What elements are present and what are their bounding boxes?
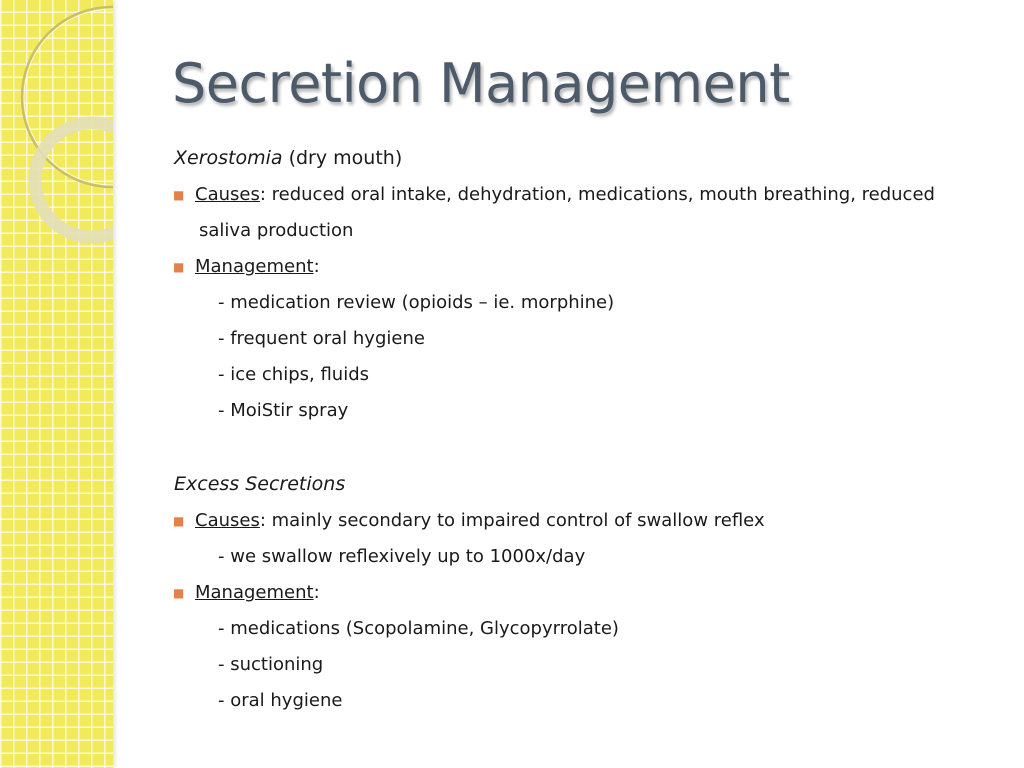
list-item: - oral hygiene [218, 690, 343, 711]
list-item: - suctioning [218, 654, 324, 675]
causes-label: Causes [195, 510, 260, 531]
heading-italic: Excess Secretions [174, 473, 346, 495]
bullet-icon: ■ [173, 188, 185, 202]
bullet-causes [173, 184, 935, 205]
decorative-rings [0, 0, 113, 768]
section-heading-xerostomia [174, 147, 402, 169]
colon: : [313, 256, 320, 277]
list-item: - ice chips, fluids [218, 364, 370, 385]
list-item: - medication review (opioids – ie. morphine) [218, 292, 615, 313]
section-heading-excess-secretions [174, 473, 345, 495]
slide-title: Secretion Management [172, 52, 790, 115]
bullet-icon: ■ [173, 260, 185, 274]
list-item: - frequent oral hygiene [218, 328, 425, 349]
causes-label: Causes [195, 184, 260, 205]
causes-continuation: saliva production [199, 220, 354, 241]
decorative-sidebar [0, 0, 113, 768]
bullet-management [173, 582, 320, 603]
causes-text: : reduced oral intake, dehydration, medications, mouth breathing, reduced [259, 184, 935, 205]
bullet-management [173, 256, 320, 277]
list-item: - we swallow reflexively up to 1000x/day [218, 546, 586, 567]
colon: : [313, 582, 320, 603]
list-item: - medications (Scopolamine, Glycopyrrolate) [218, 618, 619, 639]
heading-rest: (dry mouth) [282, 147, 403, 169]
heading-italic: Xerostomia [174, 147, 283, 169]
list-item: - MoiStir spray [218, 400, 349, 421]
bullet-causes [173, 510, 765, 531]
management-label: Management [195, 582, 314, 603]
management-label: Management [195, 256, 314, 277]
bullet-icon: ■ [173, 514, 185, 528]
causes-text: : mainly secondary to impaired control of swallow reflex [259, 510, 765, 531]
bullet-icon: ■ [173, 586, 185, 600]
